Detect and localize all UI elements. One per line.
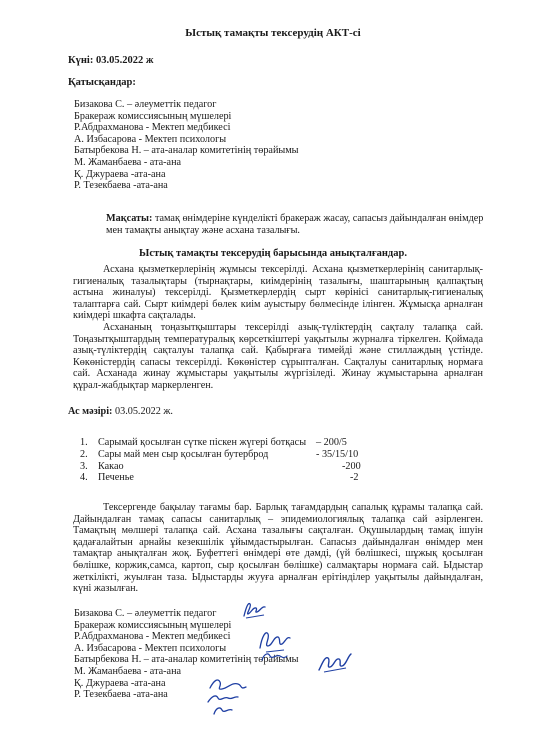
participant-item: Бракераж комиссиясының мүшелері [74,110,232,122]
menu-item-number: 3. [80,460,88,472]
signer-item: Р. Тезекбаева -ата-ана [74,689,168,701]
menu-item [80,461,370,473]
menu-item-number: 1. [80,437,88,448]
menu-item-number: 4. [80,472,88,484]
participants-heading: Қатысқандар: [68,77,136,88]
signer-item: Қ. Джураева -ата-ана [74,677,166,689]
menu-heading [68,406,173,418]
participants-list [74,99,299,192]
menu-item [80,449,370,461]
purpose-label: Мақсаты: [106,213,153,224]
findings-heading: Ыстық тамақты тексерудің барысында анықталғандар. [139,248,407,259]
menu-list [80,437,370,484]
purpose-statement [106,213,486,237]
menu-item-name: Какао [98,460,124,472]
findings-paragraph-food-quality: Тексергенде бақылау тағамы бар. Барлық тағамдардың сапалық құрамы талапқа сай. Дайындалған тамақ сапасы санитарлық – эпидемиологиялық талапқа сай әзірленген. Тамақтың мөлшері талапқа сай. Асхана тазалығы сақталған. Оқушылардың тамақ ішуін қадағалайтын арнайы кезекшілік ұйымдастырылған. Сапасыз дайындалған өнімдер мен тамақтар анықталған жоқ. Буфеттегі өнімдері өте дәмді, (үй бөлішкесі, шұжық қосылған бөлішке, коржик,самса, картоп, сыр қосылған бөлішке) салмақтары нормаға сай. Ыдыстар жеткілікті, жуылған таза. Ыдыстарды жууға арналған ерітінділер уақытылы дайындалған, күні жазылған. [73,502,483,595]
menu-item-qty: - 35/15/10 [316,448,359,460]
document-title: Ыстық тамақты тексерудің АКТ-сі [185,27,361,39]
participant-item: Батырбекова Н. – ата-аналар комитетінің төрайымы [74,145,299,157]
signers-list [74,608,299,701]
menu-item-qty: -200 [342,460,361,472]
participant-item: А. Избасарова - Мектеп психологы [74,133,227,145]
menu-item-name: Сары май мен сыр қосылған бутерброд [98,448,269,460]
findings-paragraph-storage: Асхананың тоңазытқыштары тексерілді азық-түліктердің сақталу талапқа сай. Тоңазытқыштардың температуралық көрсеткіштері уақытылы журналға тіркелген. Қоймада азық-түліктердің сақталуы талапқа сай. Қабырғаға тимейді және стиллаждың үстінде. Көкөністердің сапасы тексерілді. Көкөністер сұрыпталған. Сақталуы санитарлық нормаға сай. Асханада жинау жұмыстары уақытылы жүргізіледі. Жинау жұмыстарына арналған құрал-жабдықтар маркерленген. [73,322,483,391]
signer-item: Батырбекова Н. – ата-аналар комитетінің төрайымы [74,654,299,666]
participant-item: М. Жаманбаева - ата-ана [74,156,182,168]
findings-paragraph-staff: Асхана қызметкерлерінің жұмысы тексерілді. Асхана қызметкерлерінің санитарлық-гигиеналық тазалықтары (тырнақтары, киімдерінің тазалығы, шаштарының қалпақтың астына жиналуы) тексерілді. Қызметкерлердің сырт көрінісі санитарлық-гигиеналық талаптарға сай. Сырт киімдері бөлек киім ауыстыру бөлмесінде ілінген. Жұмысқа арналған киімдері шкафта сақталады. [73,264,483,322]
menu-item-qty: -2 [350,472,359,484]
menu-date: 03.05.2022 ж. [112,406,173,417]
menu-item-name: Печенье [98,472,134,484]
participant-item: Қ. Джураева -ата-ана [74,168,166,180]
signer-item: Р.Абдрахманова - Мектеп медбикесі [74,631,231,643]
menu-item-name: Сарымай қосылған сүтке піскен жүгері ботқасы [98,437,307,448]
act-date: Күні: 03.05.2022 ж [68,55,154,66]
signer-item: Бизакова С. – әлеуметтік педагог [74,608,217,619]
menu-label: Ас мәзірі: [68,406,113,417]
menu-item [80,437,370,449]
signature-batyrbekova [316,650,354,676]
purpose-text: тамақ өнімдеріне күнделікті бракераж жасау, сапасыз дайындалған өнімдер мен тамақты анықтау және асхана тазалығы. [106,213,484,236]
signer-item: Бракераж комиссиясының мүшелері [74,619,232,631]
signer-item: А. Избасарова - Мектеп психологы [74,642,227,654]
participant-item: Р. Тезекбаева -ата-ана [74,180,168,192]
participant-item: Бизакова С. – әлеуметтік педагог [74,99,217,110]
menu-item [80,472,370,484]
participant-item: Р.Абдрахманова - Мектеп медбикесі [74,122,231,134]
signer-item: М. Жаманбаева - ата-ана [74,665,182,677]
menu-item-number: 2. [80,448,88,460]
menu-item-qty: – 200/5 [316,437,347,448]
